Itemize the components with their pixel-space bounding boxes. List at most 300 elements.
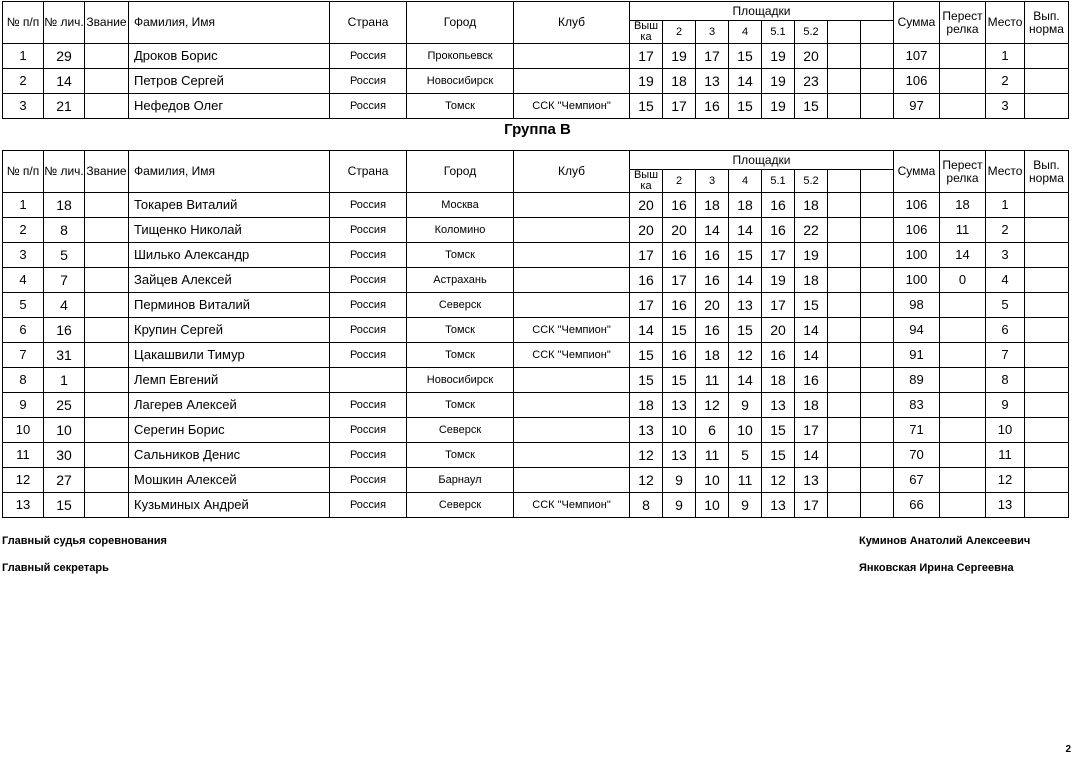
- row-score-7: [828, 468, 861, 493]
- table-row: [3, 468, 1069, 493]
- row-score-8: [861, 318, 894, 343]
- header-range-5: 5.1: [762, 21, 795, 44]
- row-score-3: 20: [696, 293, 729, 318]
- row-norm: [1025, 393, 1069, 418]
- row-lich: 18: [44, 193, 85, 218]
- table-row: [3, 243, 1069, 268]
- row-city: Томск: [407, 243, 514, 268]
- row-score-2: 16: [663, 193, 696, 218]
- row-score-3: 16: [696, 318, 729, 343]
- row-score-8: [861, 268, 894, 293]
- header-summa: Сумма: [894, 2, 940, 44]
- row-lich: 5: [44, 243, 85, 268]
- header-range-8: [861, 21, 894, 44]
- row-score-7: [828, 418, 861, 443]
- row-score-7: [828, 268, 861, 293]
- row-pp: 4: [3, 268, 44, 293]
- row-zvanie: [85, 493, 129, 518]
- row-city: Томск: [407, 318, 514, 343]
- row-zvanie: [85, 268, 129, 293]
- row-score-1: 17: [630, 44, 663, 69]
- row-lich: 29: [44, 44, 85, 69]
- row-score-3: 12: [696, 393, 729, 418]
- row-lich: 14: [44, 69, 85, 94]
- row-city: Новосибирск: [407, 368, 514, 393]
- row-club: [514, 243, 630, 268]
- row-pp: 1: [3, 44, 44, 69]
- row-country: Россия: [330, 418, 407, 443]
- row-name: Цакашвили Тимур: [129, 343, 330, 368]
- row-name: Токарев Виталий: [129, 193, 330, 218]
- row-norm: [1025, 293, 1069, 318]
- row-score-4: 5: [729, 443, 762, 468]
- row-score-5: 20: [762, 318, 795, 343]
- row-score-7: [828, 218, 861, 243]
- table-row: [3, 343, 1069, 368]
- row-score-7: [828, 293, 861, 318]
- page-number: 2: [1065, 744, 1071, 755]
- row-score-8: [861, 293, 894, 318]
- row-pp: 8: [3, 368, 44, 393]
- row-country: Россия: [330, 443, 407, 468]
- row-score-5: 17: [762, 243, 795, 268]
- header-ploshchadki: Площадки: [630, 151, 894, 170]
- header-klub: Клуб: [514, 151, 630, 193]
- header-range-1: Выш ка: [630, 170, 663, 193]
- row-shootoff: [940, 94, 986, 119]
- row-score-8: [861, 94, 894, 119]
- header-ploshchadki: Площадки: [630, 2, 894, 21]
- row-club: [514, 368, 630, 393]
- row-norm: [1025, 44, 1069, 69]
- row-norm: [1025, 243, 1069, 268]
- row-city: Москва: [407, 193, 514, 218]
- header-gorod: Город: [407, 151, 514, 193]
- row-score-7: [828, 443, 861, 468]
- row-place: 1: [986, 44, 1025, 69]
- header-zvanie: Звание: [85, 2, 129, 44]
- row-score-6: 18: [795, 268, 828, 293]
- row-score-2: 16: [663, 243, 696, 268]
- row-norm: [1025, 343, 1069, 368]
- row-score-4: 12: [729, 343, 762, 368]
- table-row: [3, 193, 1069, 218]
- row-pp: 5: [3, 293, 44, 318]
- row-lich: 25: [44, 393, 85, 418]
- row-score-4: 15: [729, 318, 762, 343]
- row-zvanie: [85, 468, 129, 493]
- row-norm: [1025, 218, 1069, 243]
- row-place: 3: [986, 94, 1025, 119]
- row-city: Коломино: [407, 218, 514, 243]
- row-country: Россия: [330, 69, 407, 94]
- header-strana: Страна: [330, 2, 407, 44]
- row-sum: 100: [894, 243, 940, 268]
- row-score-6: 18: [795, 193, 828, 218]
- row-pp: 1: [3, 193, 44, 218]
- header-fio: Фамилия, Имя: [129, 2, 330, 44]
- row-city: Астрахань: [407, 268, 514, 293]
- header-range-8: [861, 170, 894, 193]
- row-lich: 8: [44, 218, 85, 243]
- row-name: Кузьминых Андрей: [129, 493, 330, 518]
- row-club: [514, 218, 630, 243]
- row-place: 5: [986, 293, 1025, 318]
- row-sum: 94: [894, 318, 940, 343]
- row-norm: [1025, 418, 1069, 443]
- row-club: ССК "Чемпион": [514, 318, 630, 343]
- row-city: Томск: [407, 343, 514, 368]
- table-row: [3, 293, 1069, 318]
- row-score-5: 15: [762, 418, 795, 443]
- row-club: ССК "Чемпион": [514, 343, 630, 368]
- row-shootoff: [940, 293, 986, 318]
- row-score-6: 14: [795, 343, 828, 368]
- row-score-3: 16: [696, 268, 729, 293]
- table-row: [3, 218, 1069, 243]
- row-score-4: 15: [729, 243, 762, 268]
- row-place: 3: [986, 243, 1025, 268]
- row-score-1: 15: [630, 368, 663, 393]
- row-lich: 16: [44, 318, 85, 343]
- row-score-2: 15: [663, 368, 696, 393]
- row-score-5: 19: [762, 94, 795, 119]
- row-score-2: 19: [663, 44, 696, 69]
- table-row: [3, 268, 1069, 293]
- row-country: Россия: [330, 293, 407, 318]
- group-title: Группа В: [504, 121, 571, 138]
- row-place: 1: [986, 193, 1025, 218]
- row-zvanie: [85, 193, 129, 218]
- header-range-1: Выш ка: [630, 21, 663, 44]
- row-score-3: 6: [696, 418, 729, 443]
- header-gorod: Город: [407, 2, 514, 44]
- row-country: Россия: [330, 468, 407, 493]
- row-score-2: 16: [663, 293, 696, 318]
- row-score-7: [828, 393, 861, 418]
- row-name: Лемп Евгений: [129, 368, 330, 393]
- chief-judge-label: Главный судья соревнования: [2, 535, 167, 547]
- row-score-8: [861, 218, 894, 243]
- row-lich: 31: [44, 343, 85, 368]
- row-place: 4: [986, 268, 1025, 293]
- row-score-5: 19: [762, 69, 795, 94]
- row-name: Тищенко Николай: [129, 218, 330, 243]
- row-score-4: 9: [729, 393, 762, 418]
- row-pp: 13: [3, 493, 44, 518]
- row-club: ССК "Чемпион": [514, 493, 630, 518]
- header-summa: Сумма: [894, 151, 940, 193]
- row-place: 9: [986, 393, 1025, 418]
- header-fio: Фамилия, Имя: [129, 151, 330, 193]
- row-score-7: [828, 318, 861, 343]
- row-city: Новосибирск: [407, 69, 514, 94]
- row-zvanie: [85, 318, 129, 343]
- row-pp: 2: [3, 218, 44, 243]
- table-row: [3, 69, 1069, 94]
- row-sum: 70: [894, 443, 940, 468]
- row-score-1: 17: [630, 243, 663, 268]
- row-name: Перминов Виталий: [129, 293, 330, 318]
- row-country: Россия: [330, 94, 407, 119]
- row-pp: 6: [3, 318, 44, 343]
- row-score-5: 12: [762, 468, 795, 493]
- header-perestrelka: Перест релка: [940, 151, 986, 193]
- row-score-2: 10: [663, 418, 696, 443]
- row-zvanie: [85, 243, 129, 268]
- row-lich: 30: [44, 443, 85, 468]
- row-zvanie: [85, 418, 129, 443]
- row-score-7: [828, 94, 861, 119]
- row-score-8: [861, 443, 894, 468]
- row-name: Крупин Сергей: [129, 318, 330, 343]
- chief-judge-name: Куминов Анатолий Алексеевич: [859, 535, 1031, 547]
- row-sum: 89: [894, 368, 940, 393]
- header-range-7: [828, 21, 861, 44]
- row-name: Нефедов Олег: [129, 94, 330, 119]
- row-club: ССК "Чемпион": [514, 94, 630, 119]
- row-place: 8: [986, 368, 1025, 393]
- row-pp: 3: [3, 243, 44, 268]
- row-shootoff: [940, 343, 986, 368]
- header-range-4: 4: [729, 21, 762, 44]
- row-lich: 1: [44, 368, 85, 393]
- row-zvanie: [85, 94, 129, 119]
- table-row: [3, 418, 1069, 443]
- row-place: 6: [986, 318, 1025, 343]
- row-score-4: 14: [729, 218, 762, 243]
- row-score-4: 14: [729, 268, 762, 293]
- row-lich: 10: [44, 418, 85, 443]
- row-score-4: 14: [729, 368, 762, 393]
- row-sum: 71: [894, 418, 940, 443]
- row-score-6: 15: [795, 293, 828, 318]
- results-table-top: [2, 1, 1069, 119]
- row-city: Томск: [407, 94, 514, 119]
- row-score-6: 17: [795, 418, 828, 443]
- header-range-6: 5.2: [795, 21, 828, 44]
- row-score-8: [861, 493, 894, 518]
- row-score-8: [861, 368, 894, 393]
- row-score-5: 15: [762, 443, 795, 468]
- row-shootoff: 14: [940, 243, 986, 268]
- header-strana: Страна: [330, 151, 407, 193]
- row-score-7: [828, 44, 861, 69]
- row-pp: 10: [3, 418, 44, 443]
- row-score-5: 16: [762, 193, 795, 218]
- row-score-1: 15: [630, 343, 663, 368]
- row-norm: [1025, 368, 1069, 393]
- row-club: [514, 293, 630, 318]
- row-club: [514, 69, 630, 94]
- row-score-6: 23: [795, 69, 828, 94]
- row-score-5: 13: [762, 493, 795, 518]
- row-lich: 4: [44, 293, 85, 318]
- row-score-3: 10: [696, 468, 729, 493]
- row-score-8: [861, 393, 894, 418]
- row-lich: 7: [44, 268, 85, 293]
- table-row: [3, 493, 1069, 518]
- row-shootoff: [940, 443, 986, 468]
- header-lich: № лич.: [44, 151, 85, 193]
- row-shootoff: 11: [940, 218, 986, 243]
- row-sum: 66: [894, 493, 940, 518]
- header-zvanie: Звание: [85, 151, 129, 193]
- row-score-5: 18: [762, 368, 795, 393]
- row-lich: 27: [44, 468, 85, 493]
- table-row: [3, 443, 1069, 468]
- row-score-7: [828, 343, 861, 368]
- row-score-1: 18: [630, 393, 663, 418]
- row-name: Зайцев Алексей: [129, 268, 330, 293]
- row-score-6: 14: [795, 443, 828, 468]
- row-score-2: 17: [663, 94, 696, 119]
- row-score-5: 17: [762, 293, 795, 318]
- row-score-6: 20: [795, 44, 828, 69]
- row-score-4: 11: [729, 468, 762, 493]
- row-shootoff: [940, 468, 986, 493]
- row-club: [514, 268, 630, 293]
- row-club: [514, 44, 630, 69]
- row-pp: 12: [3, 468, 44, 493]
- header-range-5: 5.1: [762, 170, 795, 193]
- header-vyp-norma: Вып. норма: [1025, 151, 1069, 193]
- row-score-2: 16: [663, 343, 696, 368]
- row-place: 10: [986, 418, 1025, 443]
- row-score-4: 10: [729, 418, 762, 443]
- results-table-group-b: [2, 150, 1069, 518]
- row-score-3: 18: [696, 343, 729, 368]
- row-score-5: 16: [762, 343, 795, 368]
- row-city: Томск: [407, 393, 514, 418]
- row-place: 2: [986, 218, 1025, 243]
- row-country: Россия: [330, 393, 407, 418]
- header-mesto: Место: [986, 151, 1025, 193]
- row-zvanie: [85, 293, 129, 318]
- row-score-1: 19: [630, 69, 663, 94]
- row-score-6: 19: [795, 243, 828, 268]
- row-name: Петров Сергей: [129, 69, 330, 94]
- row-score-2: 9: [663, 468, 696, 493]
- row-sum: 107: [894, 44, 940, 69]
- header-range-3: 3: [696, 170, 729, 193]
- row-score-2: 17: [663, 268, 696, 293]
- row-norm: [1025, 318, 1069, 343]
- table-row: [3, 94, 1069, 119]
- row-score-4: 15: [729, 94, 762, 119]
- row-score-1: 16: [630, 268, 663, 293]
- header-range-2: 2: [663, 21, 696, 44]
- row-score-6: 16: [795, 368, 828, 393]
- header-vyp-norma: Вып. норма: [1025, 2, 1069, 44]
- row-shootoff: 18: [940, 193, 986, 218]
- row-score-2: 13: [663, 443, 696, 468]
- row-place: 13: [986, 493, 1025, 518]
- row-score-6: 17: [795, 493, 828, 518]
- row-country: Россия: [330, 218, 407, 243]
- row-name: Дроков Борис: [129, 44, 330, 69]
- row-city: Северск: [407, 493, 514, 518]
- row-score-6: 18: [795, 393, 828, 418]
- row-score-3: 16: [696, 243, 729, 268]
- row-score-4: 18: [729, 193, 762, 218]
- row-sum: 67: [894, 468, 940, 493]
- row-place: 2: [986, 69, 1025, 94]
- table-row: [3, 393, 1069, 418]
- row-score-3: 11: [696, 443, 729, 468]
- row-country: Россия: [330, 44, 407, 69]
- row-score-8: [861, 418, 894, 443]
- row-score-1: 12: [630, 468, 663, 493]
- row-country: Россия: [330, 318, 407, 343]
- row-score-3: 13: [696, 69, 729, 94]
- row-score-6: 14: [795, 318, 828, 343]
- row-place: 7: [986, 343, 1025, 368]
- row-score-5: 16: [762, 218, 795, 243]
- row-shootoff: [940, 368, 986, 393]
- row-score-3: 18: [696, 193, 729, 218]
- row-country: Россия: [330, 343, 407, 368]
- row-zvanie: [85, 368, 129, 393]
- row-shootoff: [940, 69, 986, 94]
- row-score-4: 13: [729, 293, 762, 318]
- row-country: Россия: [330, 268, 407, 293]
- table-row: [3, 368, 1069, 393]
- row-sum: 106: [894, 193, 940, 218]
- row-score-7: [828, 368, 861, 393]
- row-score-8: [861, 193, 894, 218]
- row-shootoff: 0: [940, 268, 986, 293]
- row-place: 12: [986, 468, 1025, 493]
- row-score-4: 14: [729, 69, 762, 94]
- row-pp: 9: [3, 393, 44, 418]
- row-name: Мошкин Алексей: [129, 468, 330, 493]
- row-score-3: 11: [696, 368, 729, 393]
- row-score-1: 20: [630, 218, 663, 243]
- row-zvanie: [85, 443, 129, 468]
- row-zvanie: [85, 69, 129, 94]
- row-city: Прокопьевск: [407, 44, 514, 69]
- row-score-7: [828, 69, 861, 94]
- row-sum: 106: [894, 218, 940, 243]
- row-country: Россия: [330, 243, 407, 268]
- row-sum: 100: [894, 268, 940, 293]
- row-lich: 21: [44, 94, 85, 119]
- row-zvanie: [85, 44, 129, 69]
- row-norm: [1025, 193, 1069, 218]
- row-city: Северск: [407, 293, 514, 318]
- row-lich: 15: [44, 493, 85, 518]
- row-name: Серегин Борис: [129, 418, 330, 443]
- row-club: [514, 193, 630, 218]
- row-zvanie: [85, 218, 129, 243]
- row-score-1: 17: [630, 293, 663, 318]
- row-city: Барнаул: [407, 468, 514, 493]
- header-klub: Клуб: [514, 2, 630, 44]
- row-norm: [1025, 468, 1069, 493]
- row-score-3: 14: [696, 218, 729, 243]
- row-pp: 3: [3, 94, 44, 119]
- row-score-8: [861, 69, 894, 94]
- row-score-3: 16: [696, 94, 729, 119]
- row-club: [514, 418, 630, 443]
- row-shootoff: [940, 44, 986, 69]
- row-city: Северск: [407, 418, 514, 443]
- row-score-4: 9: [729, 493, 762, 518]
- row-club: [514, 393, 630, 418]
- header-range-3: 3: [696, 21, 729, 44]
- row-score-3: 10: [696, 493, 729, 518]
